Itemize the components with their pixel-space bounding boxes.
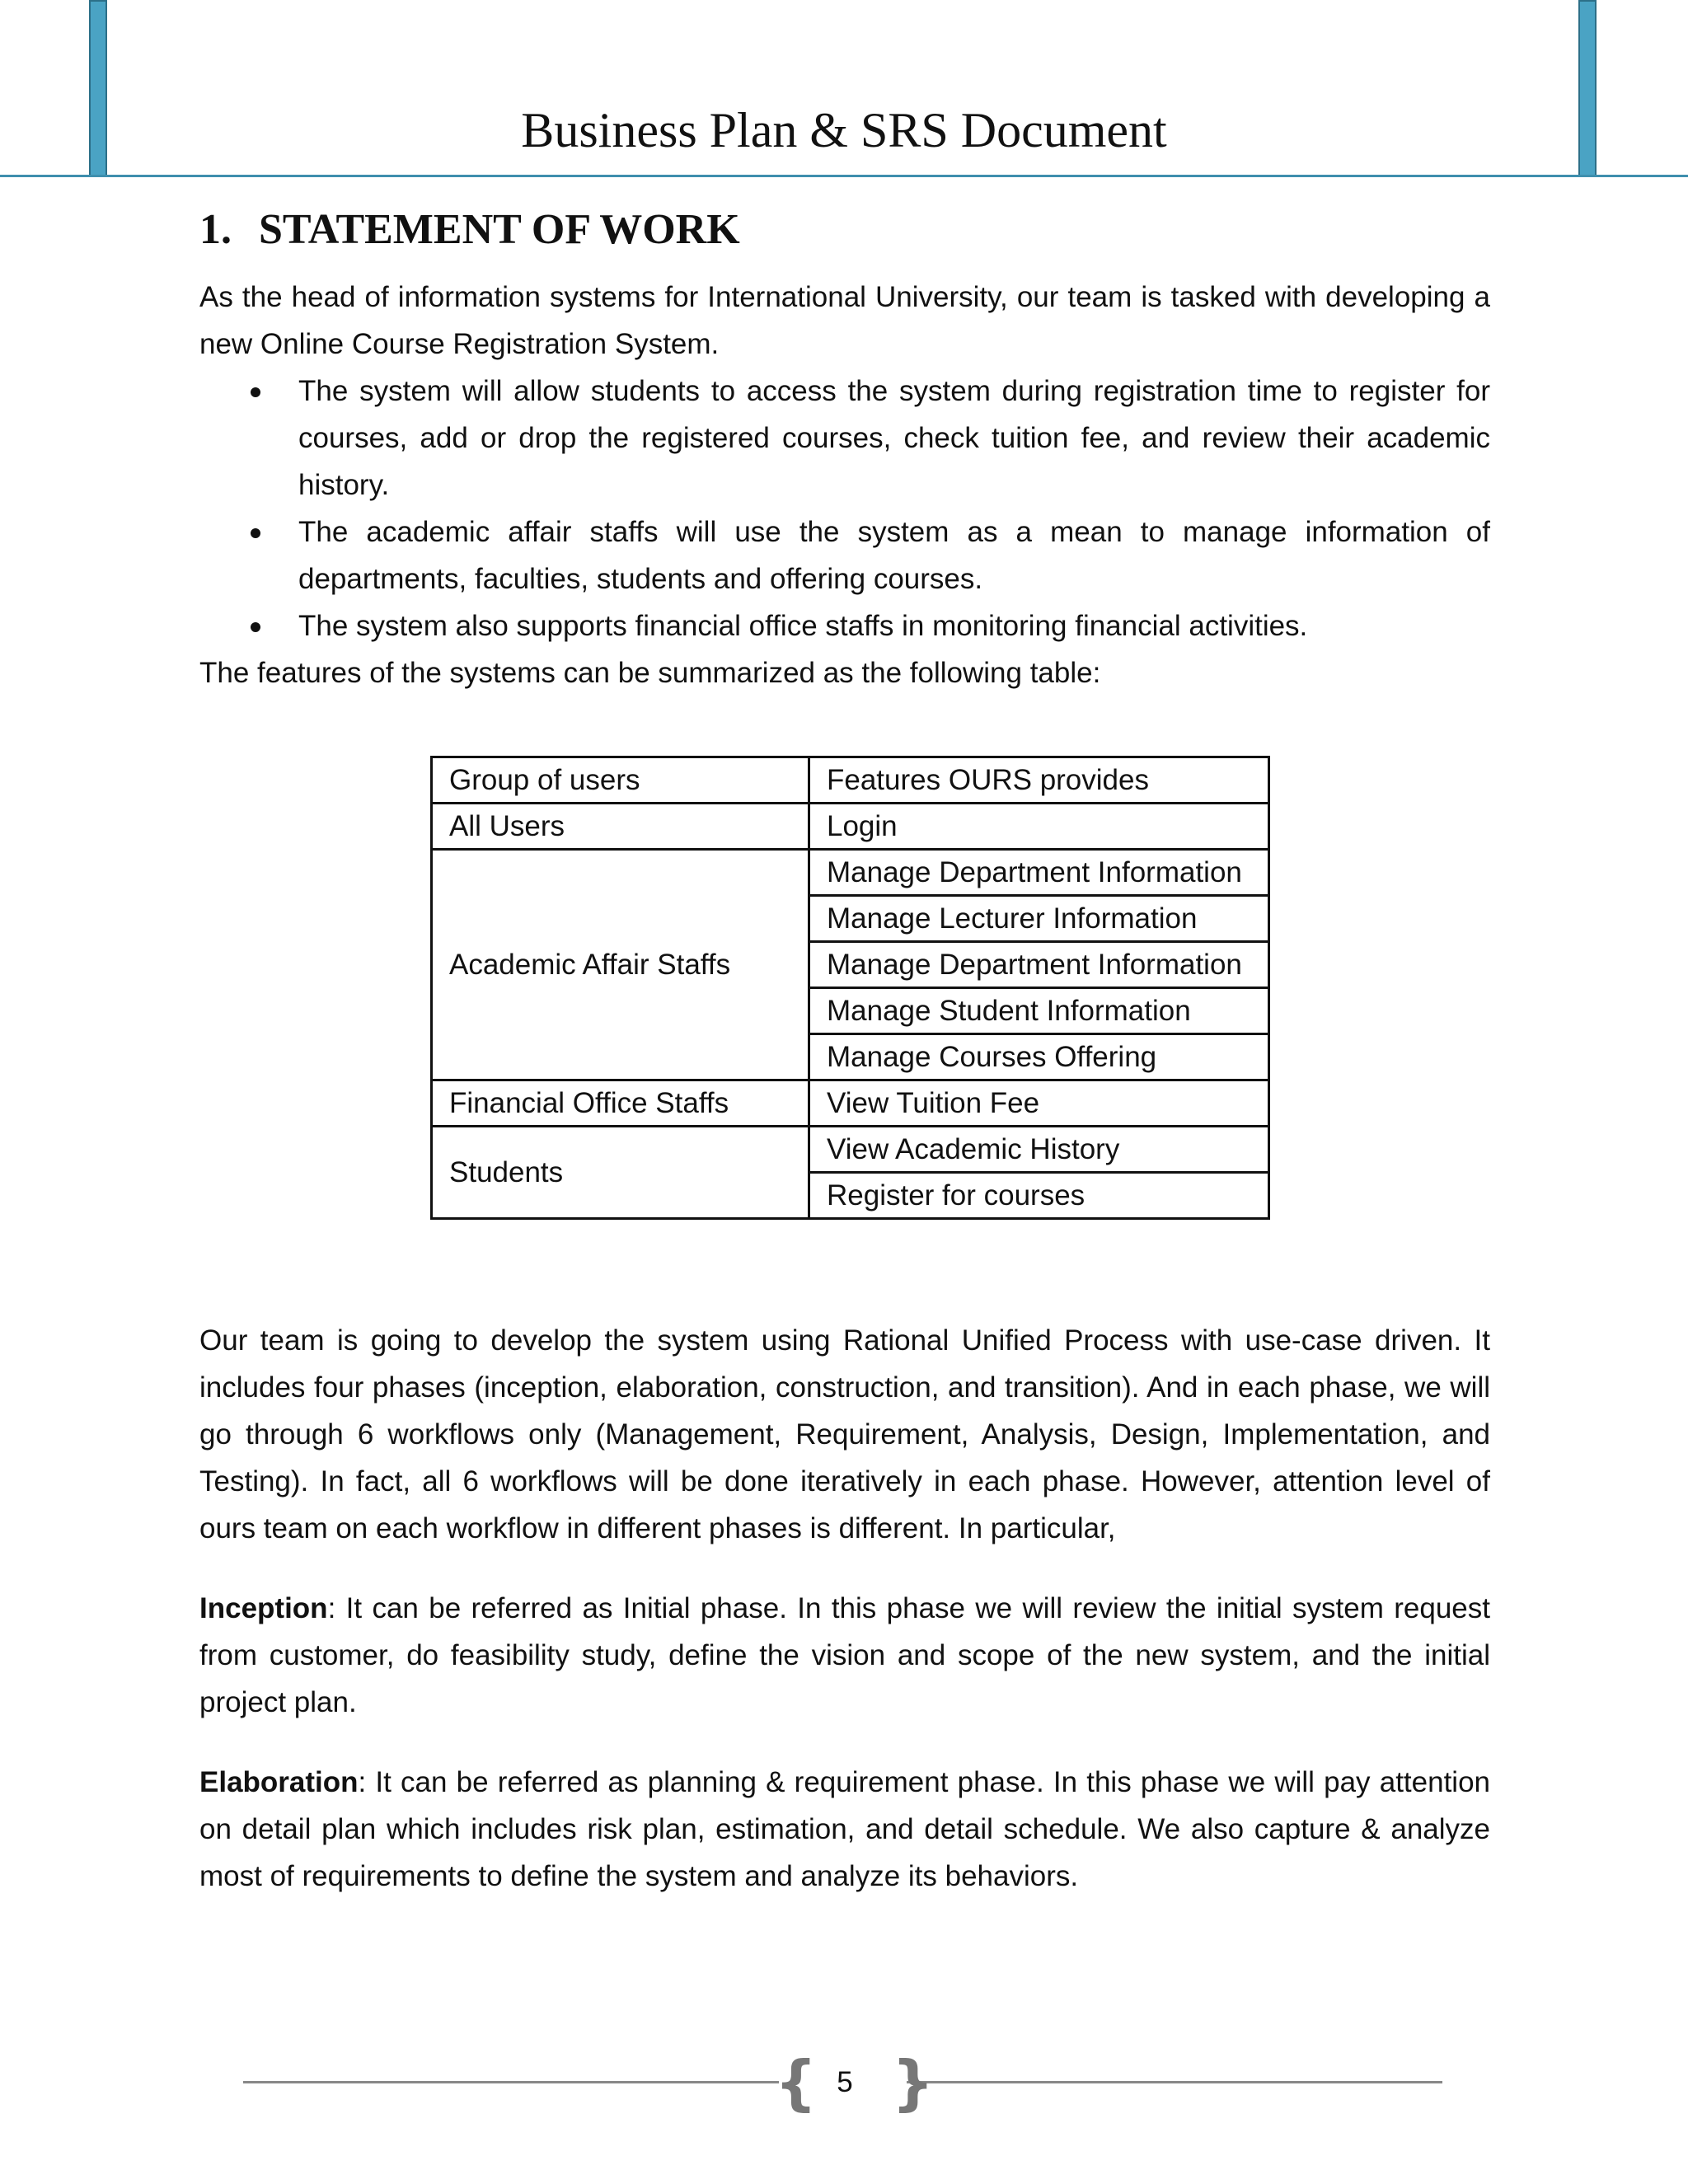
phase-term: Elaboration (199, 1766, 359, 1798)
spacer (199, 1726, 1490, 1759)
feature-cell: Register for courses (809, 1173, 1269, 1219)
section-heading (199, 198, 1490, 262)
header-right-bar (1578, 0, 1597, 176)
table-header-cell: Group of users (432, 757, 809, 804)
bullet-icon (251, 622, 260, 632)
footer-rule-right (907, 2081, 1442, 2083)
bullet-item (199, 509, 1490, 602)
header-left-bar (89, 0, 107, 176)
table-header-cell: Features OURS provides (809, 757, 1269, 804)
feature-cell: View Tuition Fee (809, 1080, 1269, 1127)
page-number: 5 (837, 2066, 853, 2098)
phase-term: Inception (199, 1592, 328, 1624)
table-intro: The features of the systems can be summarized as the following table: (199, 657, 1101, 689)
bullet-icon (251, 387, 260, 397)
features-table (430, 756, 1270, 1220)
rup-paragraph: Our team is going to develop the system using Rational Unified Process with use-case driven. It includes four phases (inception, elaboration, construction, and transition). And in each phase, we will go through 6 workflows only (Management, Requirement, Analysis, Design, Implementation, and Testing). In fact, all 6 workflows will be done iteratively in each phase. However, attention level of ours team on each workflow in different phases is different. In particular, (199, 1324, 1490, 1544)
feature-cell: View Academic History (809, 1127, 1269, 1173)
spacer (199, 1552, 1490, 1585)
feature-cell: Manage Department Information (809, 942, 1269, 988)
group-cell: Academic Affair Staffs (432, 850, 809, 1080)
section-title: STATEMENT OF WORK (259, 206, 740, 253)
phase-text: : It can be referred as Initial phase. In this phase we will review the initial system request from customer, do feasibility study, define the vision and scope of the new system, and the initial project plan. (199, 1592, 1490, 1718)
bullet-item (199, 368, 1490, 509)
feature-cell: Manage Department Information (809, 850, 1269, 896)
page-content (199, 198, 1490, 1900)
header-rule (0, 175, 1688, 177)
right-brace-icon: } (892, 2048, 935, 2117)
table-header-row (432, 757, 1269, 804)
feature-cell: Login (809, 804, 1269, 850)
features-table-wrapper (430, 756, 1490, 1220)
group-cell: Financial Office Staffs (432, 1080, 809, 1127)
document-header-title: Business Plan & SRS Document (521, 103, 1167, 157)
group-cell: All Users (432, 804, 809, 850)
phase-text: : It can be referred as planning & requirement phase. In this phase we will pay attention on detail plan which includes risk plan, estimation, and detail schedule. We also capture & analyze most of requirements to define the system and analyze its behaviors. (199, 1766, 1490, 1892)
left-brace-icon: { (775, 2048, 818, 2117)
spacer (199, 1220, 1490, 1317)
phase-paragraph-elaboration (199, 1759, 1490, 1900)
intro-paragraph: As the head of information systems for International University, our team is tasked with developing a new Online Course Registration System. (199, 281, 1490, 360)
table-row (432, 804, 1269, 850)
feature-cell: Manage Courses Offering (809, 1034, 1269, 1080)
phase-paragraph-inception (199, 1585, 1490, 1726)
bullet-text: The system also supports financial office staffs in monitoring financial activities. (298, 610, 1308, 642)
bullet-item (199, 602, 1490, 649)
table-row (432, 1127, 1269, 1173)
section-number: 1. (199, 206, 232, 253)
feature-cell: Manage Lecturer Information (809, 896, 1269, 942)
bullet-list (199, 368, 1490, 649)
group-cell: Students (432, 1127, 809, 1219)
bullet-text: The academic affair staffs will use the system as a mean to manage information of departments, faculties, students and offering courses. (298, 516, 1490, 595)
table-row (432, 850, 1269, 896)
feature-cell: Manage Student Information (809, 988, 1269, 1034)
footer-rule-left (243, 2081, 779, 2083)
table-row (432, 1080, 1269, 1127)
bullet-icon (251, 528, 260, 538)
bullet-text: The system will allow students to access the system during registration time to register for courses, add or drop the registered courses, check tuition fee, and review their academic history. (298, 375, 1490, 501)
